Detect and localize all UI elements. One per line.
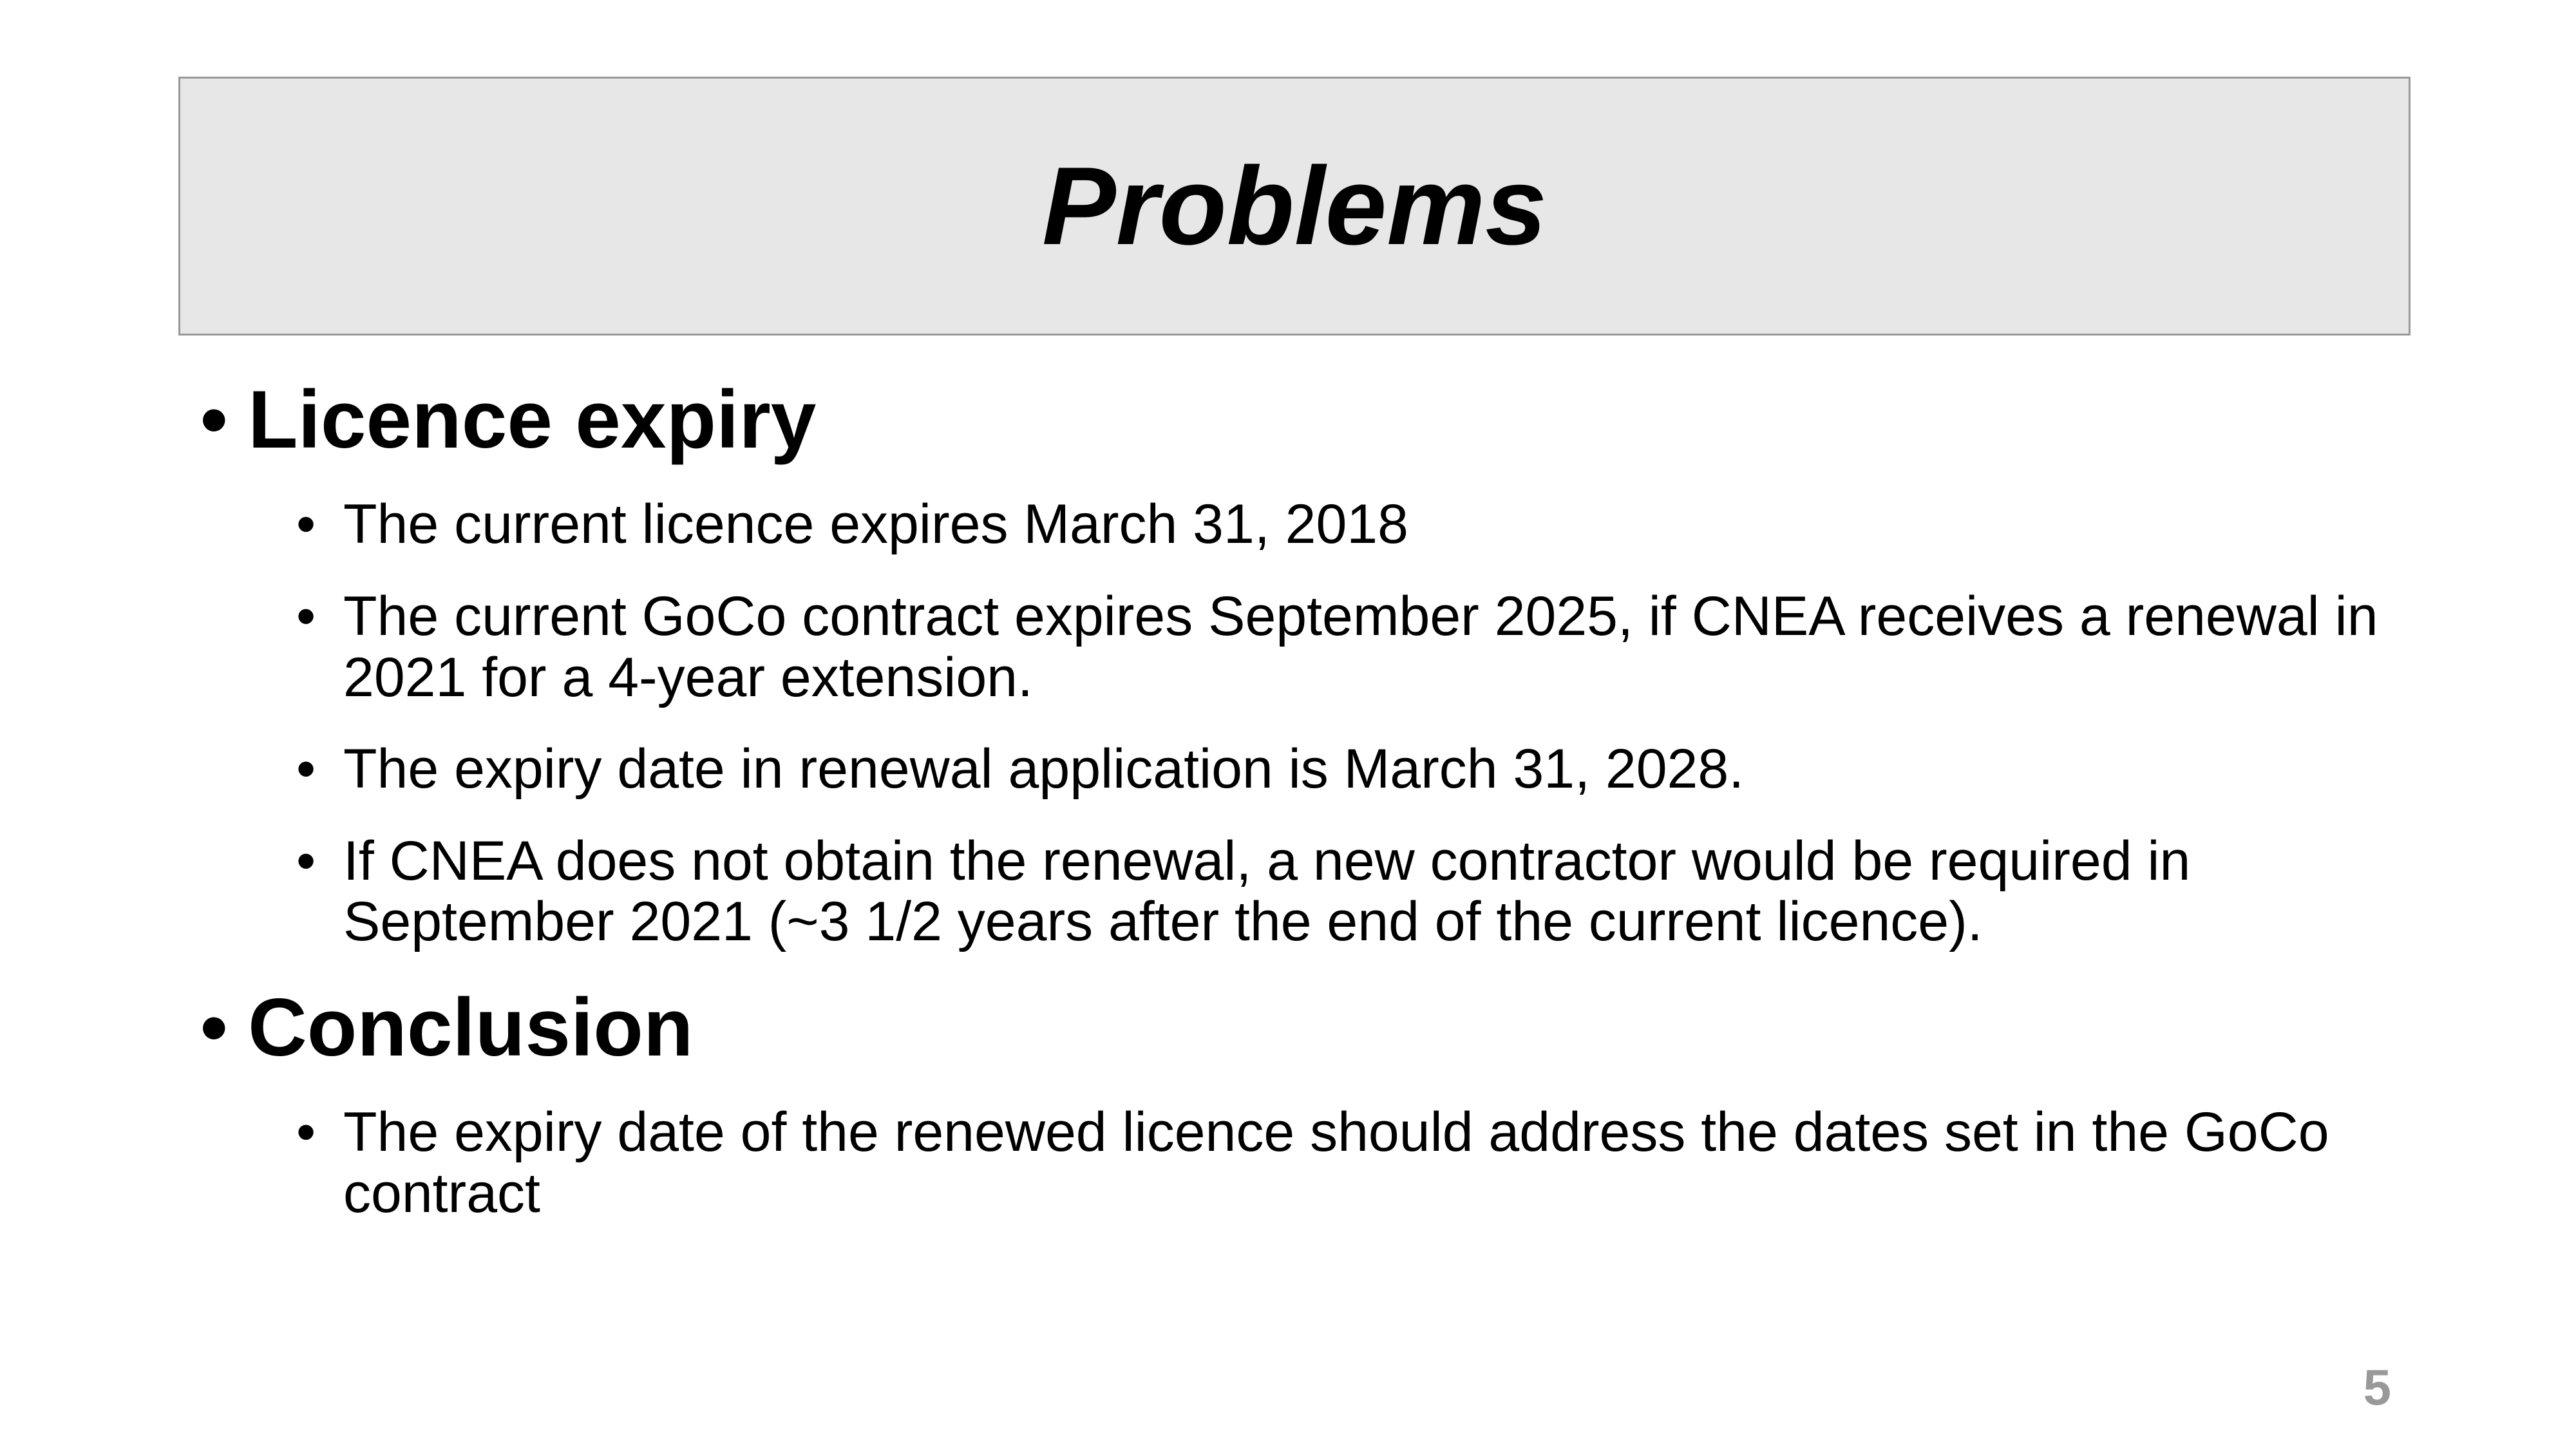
- bullet-list: [193, 1102, 2396, 1224]
- title-box: [178, 77, 2410, 336]
- list-item-text: The current licence expires March 31, 2018: [343, 493, 1408, 556]
- bullet-icon: •: [296, 493, 316, 556]
- list-item: [193, 494, 2396, 555]
- list-item: [193, 739, 2396, 800]
- list-item: [193, 586, 2396, 708]
- list-item-text: The expiry date of the renewed licence should address the dates set in the GoCo contract: [343, 1101, 2329, 1224]
- list-item: [193, 1102, 2396, 1224]
- section-heading: [193, 370, 2396, 468]
- bullet-icon: •: [200, 981, 229, 1073]
- slide-title: Problems: [1042, 144, 1547, 268]
- bullet-icon: •: [200, 374, 229, 465]
- list-item-text: The current GoCo contract expires September 2025, if CNEA receives a renewal in 2021 for a 4-year extension.: [343, 585, 2378, 708]
- bullet-icon: •: [296, 738, 316, 800]
- list-item-text: The expiry date in renewal application is March 31, 2028.: [343, 738, 1745, 800]
- list-item-text: If CNEA does not obtain the renewal, a new contractor would be required in September 2021 (~3 1/2 years after the end of the current licence).: [343, 829, 2191, 953]
- page-number: 5: [2363, 1359, 2391, 1416]
- section-licence-expiry: [193, 370, 2396, 952]
- section-heading-text: Conclusion: [248, 981, 694, 1073]
- list-item: [193, 831, 2396, 952]
- section-heading-text: Licence expiry: [248, 374, 817, 465]
- section-heading: [193, 978, 2396, 1076]
- bullet-icon: •: [296, 585, 316, 647]
- slide-content: [193, 370, 2396, 1224]
- bullet-icon: •: [296, 829, 316, 892]
- bullet-list: [193, 494, 2396, 952]
- section-conclusion: [193, 978, 2396, 1224]
- bullet-icon: •: [296, 1101, 316, 1164]
